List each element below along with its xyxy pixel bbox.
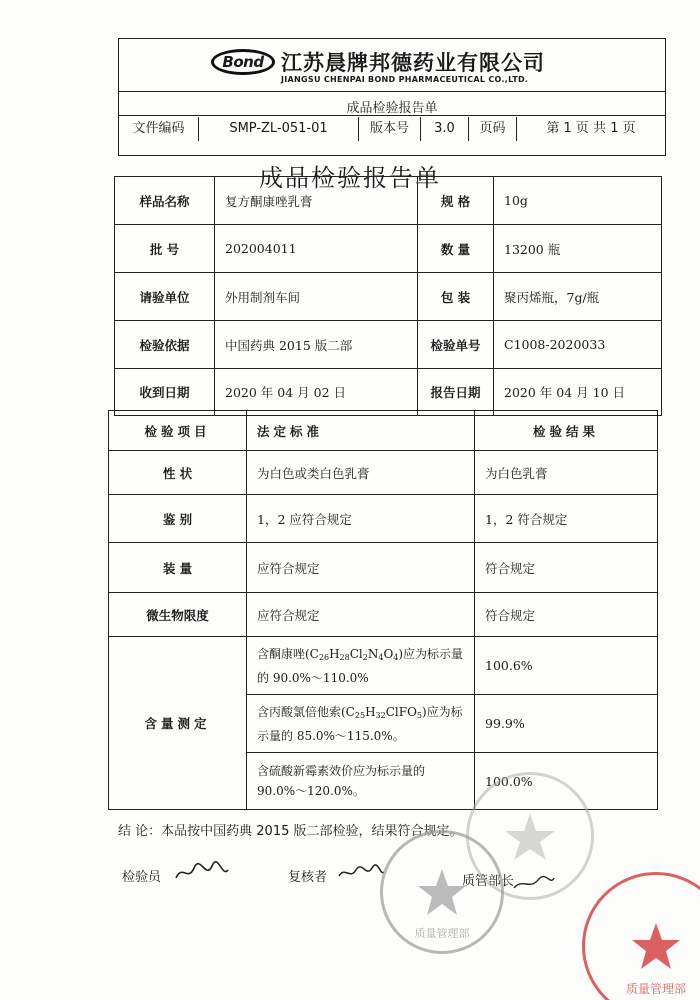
company-name-en: JIANGSU CHENPAI BOND PHARMACEUTICAL CO.,LTD.	[281, 75, 529, 84]
version: 3.0	[421, 117, 469, 141]
reviewer-label: 复核者	[288, 870, 328, 885]
distributor-red-seal	[582, 872, 700, 1000]
col-item-header: 检验项目	[109, 411, 247, 451]
inspector-signature	[172, 860, 232, 886]
received-date: 2020 年 04 月 02 日	[215, 369, 418, 415]
batch-label: 批 号	[115, 225, 215, 273]
basis: 中国药典 2015 版二部	[215, 321, 418, 369]
dept-label: 请验单位	[115, 273, 215, 321]
assay-clobetasol-line1: 含丙酸氯倍他索$(C_{25}H_{32}ClFO_5)$应为标	[257, 704, 463, 720]
results-table	[108, 410, 658, 810]
standard-appearance: 为白色或类白色乳膏	[247, 451, 475, 495]
conclusion-label: 结 论：	[118, 824, 162, 839]
file-no: SMP-ZL-051-01	[199, 117, 359, 141]
result-assay-neomycin: 100.0%	[485, 773, 533, 789]
inspector-label: 检验员	[122, 870, 162, 885]
quantity-label: 数 量	[418, 225, 494, 273]
report-date: 2020 年 04 月 10 日	[504, 385, 625, 400]
assay-ketoconazole-line1: 含酮康唑$(C_{26}H_{28}Cl_2N_4O_4)$应为标示量	[257, 646, 464, 662]
package-label: 包 装	[418, 273, 494, 321]
item-identification: 鉴 别	[109, 495, 247, 543]
standard-fill-volume: 应符合规定	[247, 543, 475, 593]
basis-label: 检验依据	[115, 321, 215, 369]
item-appearance: 性 状	[109, 451, 247, 495]
item-fill-volume: 装 量	[109, 543, 247, 593]
svg-text:质量管理部: 质量管理部	[625, 982, 687, 996]
report-no: C1008-2020033	[494, 321, 661, 369]
qa-label: 质管部长	[462, 874, 515, 889]
result-assay-clobetasol: 99.9%	[475, 695, 657, 753]
standard-assay-clobetasol	[247, 695, 475, 753]
page-title: 成品检验报告单	[259, 164, 441, 192]
company-name-cn: 江苏晨牌邦德药业有限公司	[281, 51, 545, 75]
conclusion-text: 本品按中国药典 2015 版二部检验，结果符合规定。	[161, 824, 463, 839]
company-qa-seal	[380, 830, 504, 954]
spec-label: 规 格	[418, 177, 494, 225]
report-no-label: 检验单号	[418, 321, 494, 369]
result-appearance: 为白色乳膏	[475, 451, 657, 495]
standard-assay-neomycin	[247, 753, 475, 809]
item-microbial-limit: 微生物限度	[109, 593, 247, 637]
batch: 202004011	[215, 225, 418, 273]
item-assay: 含量测定	[109, 637, 247, 809]
svg-text:质量管理部: 质量管理部	[414, 927, 470, 940]
col-result-header: 检验结果	[475, 411, 657, 451]
assay-clobetasol-line2: 示量的 85.0%～115.0%。	[257, 728, 405, 743]
assay-neomycin-line1: 含硫酸新霉素效价应为标示量的	[257, 764, 426, 778]
assay-ketoconazole-line2: 的 90.0%～110.0%	[257, 670, 369, 685]
package: 聚丙烯瓶，7g/瓶	[494, 273, 661, 321]
result-microbial-limit: 符合规定	[475, 593, 657, 637]
standard-identification: 1，2 应符合规定	[247, 495, 475, 543]
company-logo: Bond	[211, 49, 275, 75]
page-number: 第 1 页 共 1 页	[546, 121, 636, 136]
version-label: 版本号	[359, 117, 421, 141]
file-no-label: 文件编码	[119, 117, 199, 141]
product-name-label: 样品名称	[115, 177, 215, 225]
spec: 10g	[494, 177, 661, 225]
reviewer-signature	[336, 862, 386, 884]
result-identification: 1，2 符合规定	[475, 495, 657, 543]
product-name: 复方酮康唑乳膏	[215, 177, 418, 225]
dept: 外用制剂车间	[215, 273, 418, 321]
result-fill-volume: 符合规定	[475, 543, 657, 593]
info-table	[114, 176, 662, 416]
received-label: 收到日期	[115, 369, 215, 415]
report-date-label: 报告日期	[418, 369, 494, 415]
standard-assay-ketoconazole	[247, 637, 475, 695]
document-header	[118, 38, 666, 156]
result-assay-ketoconazole: 100.6%	[475, 637, 657, 695]
form-title: 成品检验报告单	[346, 101, 438, 116]
quantity: 13200 瓶	[494, 225, 661, 273]
col-standard-header: 法定标准	[247, 411, 475, 451]
page-label: 页码	[469, 117, 517, 141]
assay-neomycin-line2: 90.0%～120.0%。	[257, 784, 365, 798]
standard-microbial-limit: 应符合规定	[247, 593, 475, 637]
